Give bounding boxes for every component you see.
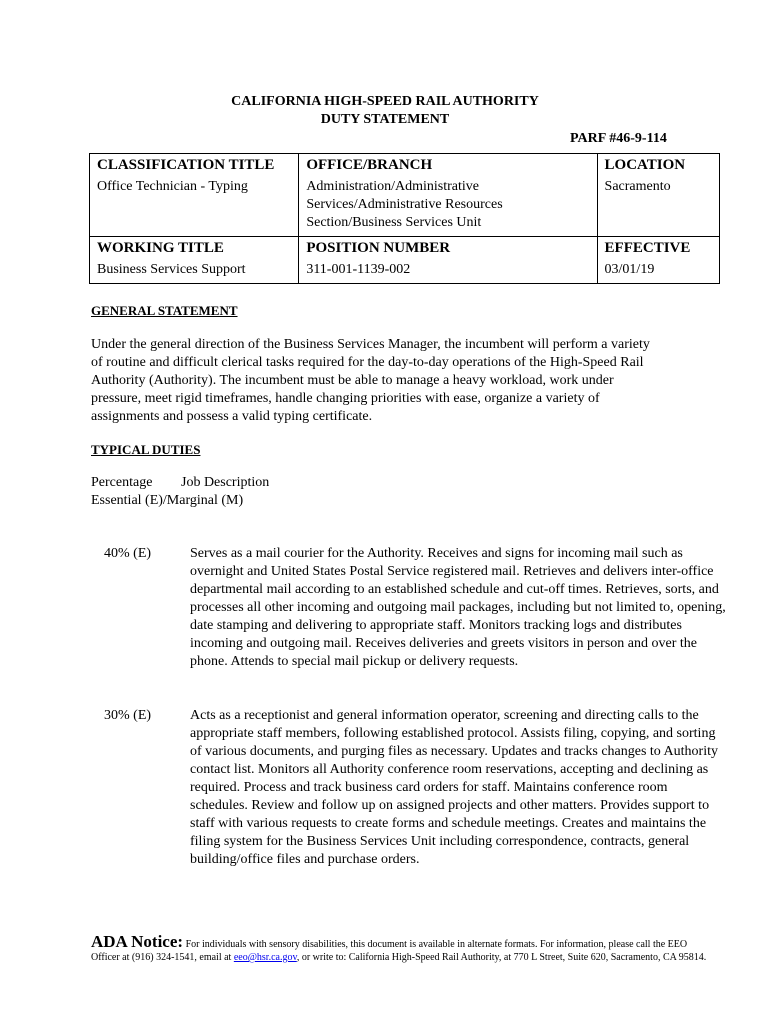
- percentage-label: Percentage: [91, 475, 153, 490]
- classification-title-cell: [90, 154, 299, 237]
- position-number-label: POSITION NUMBER: [306, 240, 451, 256]
- working-title-label: WORKING TITLE: [97, 240, 224, 256]
- working-title-cell: [90, 237, 299, 284]
- office-branch-line-3: Section/Business Services Unit: [306, 215, 482, 230]
- office-branch-label: OFFICE/BRANCH: [306, 157, 433, 173]
- parf-number: PARF #46-9-114: [570, 131, 667, 146]
- office-branch-line-1: Administration/Administrative: [306, 179, 479, 194]
- working-title-value: Business Services Support: [97, 262, 246, 277]
- document-subtitle: DUTY STATEMENT: [320, 112, 450, 127]
- effective-value: 03/01/19: [604, 262, 655, 277]
- office-branch-line-2: Services/Administrative Resources: [306, 197, 503, 212]
- ada-notice-text: For individuals with sensory disabilities, this document is available in alternate formats. For information, please call the EEO Officer at (916) 324-1541, email at: [91, 939, 688, 963]
- effective-cell: [597, 237, 719, 284]
- essential-marginal-label: Essential (E)/Marginal (M): [91, 493, 244, 508]
- job-description-label: Job Description: [181, 475, 270, 490]
- classification-title-value: Office Technician - Typing: [97, 179, 248, 194]
- document-title: CALIFORNIA HIGH-SPEED RAIL AUTHORITY: [231, 94, 539, 109]
- position-info-table: [89, 153, 720, 284]
- ada-notice-title: ADA Notice:: [91, 932, 184, 951]
- duty-description: Acts as a receptionist and general information operator, screening and directing calls to the appropriate staff members, following established protocol. Assists filing, copying, and sorting of various documents, and purging files as necessary. Updates and tracks changes to Authority contact list. Monitors all Authority conference room reservations, accepting and declining as required. Process and track business card orders for staff. Maintains conference room schedules. Review and follow up on assigned projects and other matters. Provides support to staff with various requests to create forms and schedule meetings. Creates and maintains the filing system for the Business Services Unit including correspondence, contracts, general building/office files and purchase orders.: [190, 708, 718, 867]
- effective-label: EFFECTIVE: [604, 240, 691, 256]
- duties-column-labels: [91, 474, 269, 510]
- general-statement-heading: GENERAL STATEMENT: [91, 303, 238, 318]
- eeo-email-link[interactable]: eeo@hsr.ca.gov: [233, 952, 297, 963]
- duty-description: Serves as a mail courier for the Authority. Receives and signs for incoming mail such as overnight and United States Postal Service registered mail. Retrieves and delivers inter-office departmental mail according to an established schedule and cut-off times. Retrieves, sorts, and processes all other incoming and outgoing mail packages, including but not limited to, opening, date stamping and delivering to appropriate staff. Monitors tracking logs and distributes incoming and outgoing mail. Receives deliveries and greets visitors in person and over the phone. Attends to special mail pickup or delivery requests.: [190, 546, 726, 669]
- duty-percent: 30% (E): [104, 708, 152, 723]
- ada-notice: [91, 932, 711, 964]
- office-branch-cell: [299, 154, 597, 237]
- ada-notice-address: , or write to: California High-Speed Rail Authority, at 770 L Street, Suite 620, Sacramento, CA 95814.: [296, 952, 707, 963]
- typical-duties-heading: TYPICAL DUTIES: [91, 442, 201, 457]
- position-number-value: 311-001-1139-002: [306, 262, 411, 277]
- location-value: Sacramento: [604, 179, 671, 194]
- classification-title-label: CLASSIFICATION TITLE: [97, 157, 275, 173]
- location-label: LOCATION: [604, 157, 686, 173]
- location-cell: [597, 154, 719, 237]
- duty-percent: 40% (E): [104, 546, 152, 561]
- general-statement-text: Under the general direction of the Business Services Manager, the incumbent will perform a variety of routine and difficult clerical tasks required for the day-to-day operations of the High-Speed Rail Authority (Authority). The incumbent must be able to manage a heavy workload, work under pressure, meet rigid timeframes, handle changing priorities with ease, organize a variety of assignments and possess a valid typing certificate.: [91, 337, 650, 424]
- position-number-cell: [299, 237, 597, 284]
